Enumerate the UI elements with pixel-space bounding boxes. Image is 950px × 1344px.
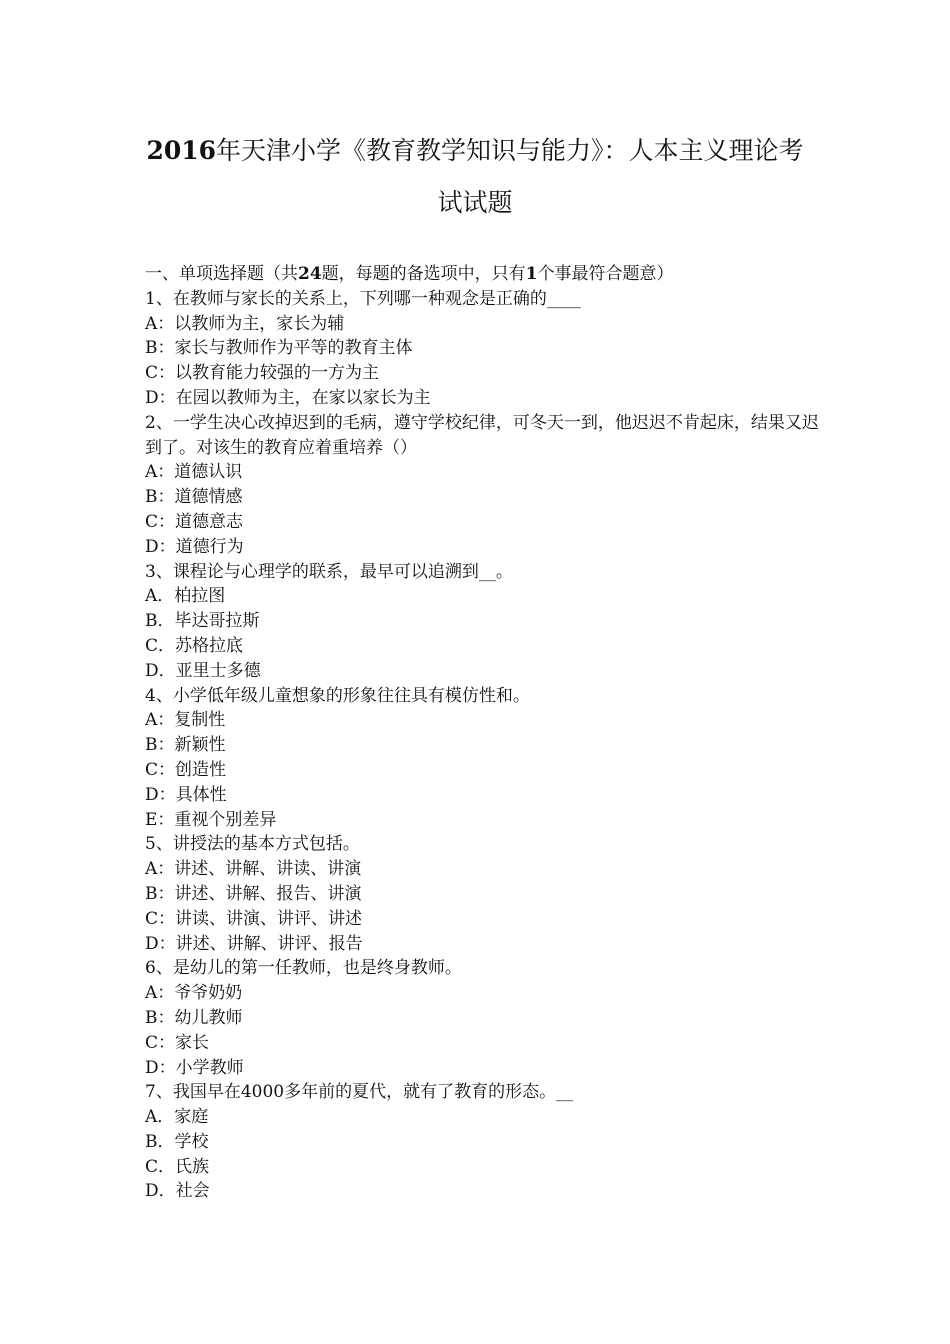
answer-option: C．氏族 [145,1156,210,1177]
answer-option: C：创造性 [145,759,227,780]
question-stem: 3、课程论与心理学的联系，最早可以追溯到__。 [145,561,513,582]
answer-option: C：以教育能力较强的一方为主 [145,363,380,384]
answer-option: D：道德行为 [145,536,244,557]
section-suffix: 个事最符合题意） [537,264,674,284]
answer-option: A：复制性 [145,710,226,731]
answer-option: D：小学教师 [145,1057,244,1078]
answer-option: C．苏格拉底 [145,635,244,656]
document-title-line-1 [130,134,820,168]
answer-option: B．毕达哥拉斯 [145,611,260,632]
answer-option: D：讲述、讲解、讲评、报告 [145,933,363,954]
title-year: 2016 [146,136,217,165]
answer-option: B：幼儿教师 [145,1007,243,1028]
question-stem: 2、一学生决心改掉迟到的毛病，遵守学校纪律，可冬天一到，他迟迟不肯起床，结果又迟到了。对该生的教育应着重培养（） [145,412,819,458]
section-count: 24 [298,264,322,284]
answer-option: B：新颖性 [145,735,226,756]
question-stem: 1、在教师与家长的关系上，下列哪一种观念是正确的____ [145,288,581,309]
answer-option: A：讲述、讲解、讲读、讲演 [145,859,362,880]
question-stem: 6、是幼儿的第一任教师，也是终身教师。 [145,958,462,979]
answer-option: A：爷爷奶奶 [145,983,243,1004]
answer-option: A．家庭 [145,1107,209,1128]
document-title-line-2: 试试题 [437,188,513,217]
answer-option: C：道德意志 [145,511,244,532]
answer-option: C：家长 [145,1032,210,1053]
answer-option: D．社会 [145,1181,210,1202]
section-one: 1 [525,264,538,284]
section-prefix: 一、单项选择题（共 [145,264,298,284]
answer-option: A：以教师为主，家长为辅 [145,313,345,334]
question-stem: 7、我国早在4000多年前的夏代，就有了教育的形态。__ [145,1082,574,1103]
question-stem: 5、讲授法的基本方式包括。 [145,834,360,855]
answer-option: E：重视个别差异 [145,809,277,830]
question-stem: 4、小学低年级儿童想象的形象往往具有模仿性和。 [145,685,530,706]
answer-option: B：讲述、讲解、报告、讲演 [145,883,362,904]
answer-option: B：道德情感 [145,487,243,508]
answer-option: A．柏拉图 [145,586,226,607]
answer-option: C：讲读、讲演、讲评、讲述 [145,908,363,929]
answer-option: D：在园以教师为主，在家以家长为主 [145,387,431,408]
answer-option: D：具体性 [145,784,227,805]
title-text: 年天津小学《教育教学知识与能力》：人本主义理论考 [216,136,804,165]
answer-option: B：家长与教师作为平等的教育主体 [145,338,413,359]
section-middle: 题，每题的备选项中，只有 [321,264,526,284]
answer-option: B．学校 [145,1131,209,1152]
document-body [145,262,825,1204]
answer-option: D．亚里士多德 [145,660,261,681]
section-heading [145,262,825,287]
answer-option: A：道德认识 [145,462,243,483]
